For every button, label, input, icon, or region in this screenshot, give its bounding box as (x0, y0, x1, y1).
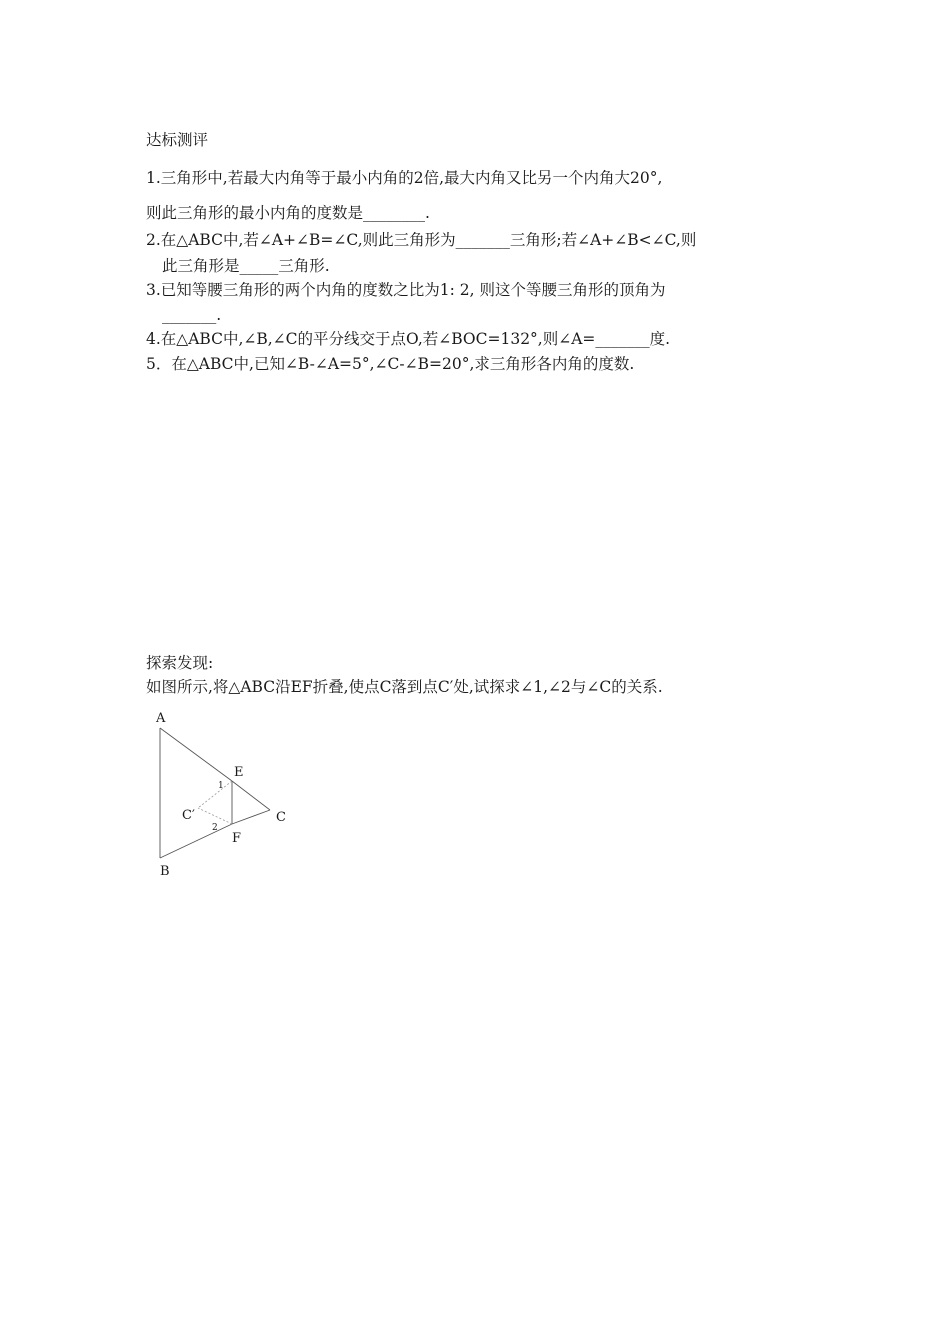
side-ac-upper (160, 728, 232, 781)
section-heading-explore: 探索发现: (146, 654, 214, 672)
side-ec (232, 781, 270, 810)
folded-edge-fc-prime (198, 808, 232, 824)
label-f: F (232, 831, 242, 846)
folded-edge-ec-prime (198, 781, 232, 808)
label-angle-1: 1 (218, 781, 224, 791)
question-3-line-1: 3.已知等腰三角形的两个内角的度数之比为1: 2, 则这个等腰三角形的顶角为 (146, 281, 666, 299)
side-fc (232, 810, 270, 824)
explore-question: 如图所示,将△ABC沿EF折叠,使点C落到点C′处,试探求∠1,∠2与∠C的关系. (146, 678, 663, 696)
label-b: B (160, 864, 170, 879)
question-2-line-1: 2.在△ABC中,若∠A+∠B=∠C,则此三角形为_______三角形;若∠A+∠B<∠C,则 (146, 231, 697, 249)
question-5: 5．在△ABC中,已知∠B-∠A=5°,∠C-∠B=20°,求三角形各内角的度数. (146, 355, 635, 373)
triangle-fold-figure (140, 704, 300, 884)
label-c-prime: C′ (182, 808, 195, 823)
label-a: A (156, 711, 166, 726)
question-3-line-2: _______. (162, 306, 222, 324)
question-1-line-2: 则此三角形的最小内角的度数是________. (146, 204, 430, 222)
side-bf (160, 824, 232, 858)
question-1-line-1: 1.三角形中,若最大内角等于最小内角的2倍,最大内角又比另一个内角大20°, (146, 169, 663, 187)
question-2-line-2: 此三角形是_____三角形. (162, 257, 330, 275)
label-c: C (276, 810, 286, 825)
section-heading-assessment: 达标测评 (146, 131, 209, 149)
question-4: 4.在△ABC中,∠B,∠C的平分线交于点O,若∠BOC=132°,则∠A=_______度. (146, 330, 671, 348)
label-angle-2: 2 (212, 823, 218, 833)
label-e: E (234, 765, 244, 780)
